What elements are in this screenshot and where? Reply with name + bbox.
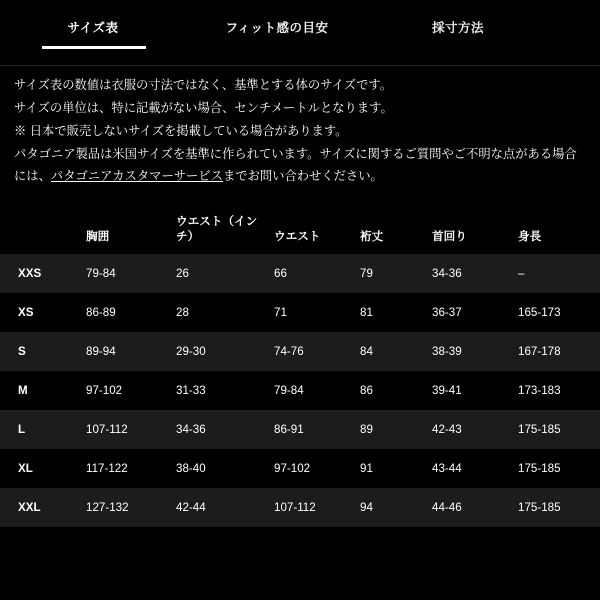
cell-waist-inch: 31-33: [170, 371, 268, 410]
table-row: [0, 449, 600, 488]
cell-height: 167-178: [512, 332, 600, 371]
table-row: [0, 410, 600, 449]
cell-waist-inch: 42-44: [170, 488, 268, 527]
description-line-1: サイズ表の数値は衣服の寸法ではなく、基準とする体のサイズです。: [14, 78, 393, 92]
header-waist-inch: ウエスト（インチ）: [170, 206, 268, 254]
cell-chest: 89-94: [80, 332, 170, 371]
table-row: [0, 254, 600, 293]
cell-height: 175-185: [512, 410, 600, 449]
cell-height: 175-185: [512, 449, 600, 488]
cell-sleeve: 81: [354, 293, 426, 332]
cell-waist-inch: 29-30: [170, 332, 268, 371]
header-chest: 胸囲: [80, 206, 170, 254]
header-sleeve: 裄丈: [354, 206, 426, 254]
cell-waist: 97-102: [268, 449, 354, 488]
header-waist: ウエスト: [268, 206, 354, 254]
cell-size: XXL: [0, 488, 80, 527]
tab-bar-divider: [0, 65, 600, 66]
table-header-row: [0, 206, 600, 254]
cell-size: XS: [0, 293, 80, 332]
table-row: [0, 488, 600, 527]
cell-size: M: [0, 371, 80, 410]
header-height: 身長: [512, 206, 600, 254]
cell-sleeve: 91: [354, 449, 426, 488]
cell-neck: 39-41: [426, 371, 512, 410]
size-table-head: [0, 206, 600, 254]
cell-neck: 36-37: [426, 293, 512, 332]
cell-height: 165-173: [512, 293, 600, 332]
tab-bar: [0, 0, 600, 46]
cell-waist: 71: [268, 293, 354, 332]
table-row: [0, 332, 600, 371]
cell-sleeve: 86: [354, 371, 426, 410]
cell-size: XL: [0, 449, 80, 488]
cell-size: S: [0, 332, 80, 371]
size-table-body: [0, 254, 600, 527]
cell-waist-inch: 34-36: [170, 410, 268, 449]
cell-sleeve: 94: [354, 488, 426, 527]
cell-chest: 107-112: [80, 410, 170, 449]
cell-size: L: [0, 410, 80, 449]
cell-size: XXS: [0, 254, 80, 293]
header-size: [0, 206, 80, 254]
cell-neck: 34-36: [426, 254, 512, 293]
cell-chest: 97-102: [80, 371, 170, 410]
description-line-4-pre: パタゴニア製品は米国サイズを基準に作られています。サイズに関するご質問やご不明な点がある場合には、: [14, 147, 577, 183]
cell-waist: 74-76: [268, 332, 354, 371]
size-table: [0, 206, 600, 527]
description-block: [0, 50, 600, 187]
cell-chest: 79-84: [80, 254, 170, 293]
active-tab-indicator: [42, 46, 146, 49]
size-table-wrap: [0, 188, 600, 527]
tab-fit-guide[interactable]: フィット感の目安: [225, 21, 329, 35]
tab-size-chart[interactable]: サイズ表: [67, 21, 119, 35]
cell-height: –: [512, 254, 600, 293]
cell-neck: 38-39: [426, 332, 512, 371]
table-row: [0, 371, 600, 410]
cell-neck: 44-46: [426, 488, 512, 527]
cell-chest: 86-89: [80, 293, 170, 332]
cell-height: 175-185: [512, 488, 600, 527]
customer-service-link[interactable]: パタゴニアカスタマーサービス: [50, 169, 223, 183]
cell-waist: 86-91: [268, 410, 354, 449]
header-neck: 首回り: [426, 206, 512, 254]
cell-waist: 66: [268, 254, 354, 293]
cell-chest: 127-132: [80, 488, 170, 527]
description-line-4: [14, 143, 586, 187]
tab-measuring-method[interactable]: 採寸方法: [431, 21, 484, 35]
cell-waist: 107-112: [268, 488, 354, 527]
cell-sleeve: 89: [354, 410, 426, 449]
cell-sleeve: 79: [354, 254, 426, 293]
cell-waist-inch: 26: [170, 254, 268, 293]
description-line-2: サイズの単位は、特に記載がない場合、センチメートルとなります。: [14, 101, 393, 115]
cell-sleeve: 84: [354, 332, 426, 371]
description-line-4-post: までお問い合わせください。: [222, 169, 383, 183]
cell-neck: 43-44: [426, 449, 512, 488]
cell-waist-inch: 38-40: [170, 449, 268, 488]
cell-height: 173-183: [512, 371, 600, 410]
cell-neck: 42-43: [426, 410, 512, 449]
description-line-3: ※ 日本で販売しないサイズを掲載している場合があります。: [14, 124, 348, 138]
cell-waist: 79-84: [268, 371, 354, 410]
cell-waist-inch: 28: [170, 293, 268, 332]
table-row: [0, 293, 600, 332]
cell-chest: 117-122: [80, 449, 170, 488]
tab-underline-wrap: [0, 46, 600, 50]
